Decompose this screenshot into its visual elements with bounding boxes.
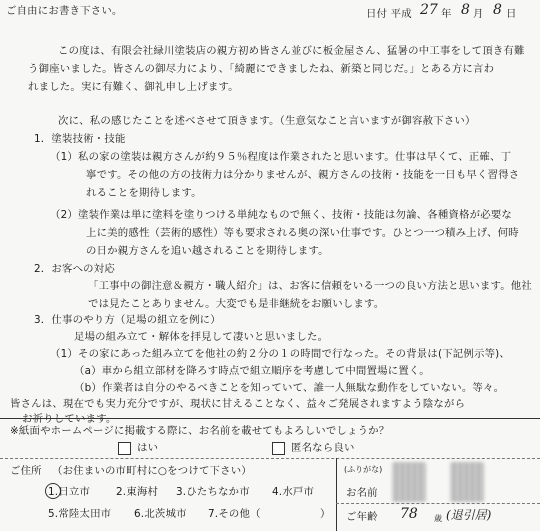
- age-value: 78: [400, 506, 418, 522]
- section1-item1-line1: （1）私の家の塗装は親方さんが約９５％程度は作業されたと思います。仕事は早くて、正確、丁: [50, 151, 512, 163]
- address-option-tokai[interactable]: 2.東海村: [116, 486, 159, 498]
- address-other-close: ）: [320, 508, 331, 520]
- section3-heading: 3．仕事のやり方（足場の組立を例に）: [34, 314, 221, 326]
- consent-yes-option[interactable]: [118, 441, 158, 455]
- section1-item2-line2: 上に美的感性（芸術的感性）等も要求される奥の深い仕事です。ひとつ一つ積み上げ、何時: [86, 227, 519, 239]
- date-month: 8: [461, 2, 470, 18]
- date-year-unit: 年: [441, 8, 452, 20]
- section2-body-line1: 「工事中の御注意＆親方・職人紹介」は、お客に信頼をいる一つの良い方法と思います。他社: [88, 280, 532, 292]
- date-label: 日付 平成: [366, 8, 412, 20]
- date-day-unit: 日: [506, 8, 517, 20]
- section1-item1-line2: 寧です。その他の方の技術力は分かりませんが、親方さんの技術・技能を一日も早く習得さ: [86, 169, 520, 181]
- section1-item2-line3: の日か親方さんを追い越されることを期待します。: [86, 245, 329, 257]
- address-option-other[interactable]: 7.その他（: [208, 508, 261, 520]
- intro-line-2: う御座いました。皆さんの御尽力により、「綺麗にできましたね、新築と同じだ。」とある方に言わ: [28, 63, 495, 75]
- date-year: 27: [420, 2, 438, 18]
- address-option-hitachiota[interactable]: 5.常陸太田市: [48, 508, 112, 520]
- date-day: 8: [493, 2, 502, 18]
- name-label: お名前: [346, 487, 378, 499]
- consent-anon-label: 匿名なら良い: [291, 442, 355, 454]
- consent-yes-label: はい: [137, 442, 159, 454]
- closing-line2: お祈りしています。: [22, 413, 117, 425]
- section1-item1-line3: れることを期待します。: [86, 187, 202, 199]
- divider-consent-top: [0, 418, 540, 419]
- consent-anon-checkbox[interactable]: [272, 442, 285, 455]
- age-unit: 歳: [434, 514, 442, 523]
- name-redacted-2: [450, 462, 484, 502]
- consent-anon-option[interactable]: [272, 441, 355, 455]
- address-hint: （お住まいの市町村に○をつけて下さい）: [52, 465, 252, 477]
- age-note: (退引居): [446, 508, 492, 522]
- divider-age-top: [336, 503, 540, 504]
- section1-heading: 1．塗装技術・技能: [34, 133, 126, 145]
- address-option-hitachinaka[interactable]: 3.ひたちなか市: [176, 486, 250, 498]
- free-comment-prompt: ご自由にお書き下さい。: [6, 5, 123, 17]
- intro-line-1: この度は、有限会社緑川塗装店の親方初め皆さん並びに板金屋さん、猛暑の中工事をして頂き有難: [58, 45, 525, 57]
- closing-line1: 皆さんは、現在でも実力充分ですが、現状に甘えることなく、益々ご発展されますよう陰ながら: [10, 398, 466, 410]
- consent-question: ※紙面やホームページに掲載する際に、お名前を載せてもよろしいでしょうか？: [10, 425, 390, 437]
- divider-name-block: [336, 458, 337, 531]
- name-furigana-label: (ふりがな): [344, 465, 383, 474]
- name-redacted-1: [392, 462, 426, 502]
- divider-consent-bottom: [0, 458, 540, 459]
- lead-text: 次に、私の感じたことを述べさせて頂きます。（生意気なこと言いますが御容赦下さい）: [58, 115, 476, 127]
- address-label: ご住所: [10, 465, 42, 477]
- section2-heading: 2．お客への対応: [34, 263, 115, 275]
- date-month-unit: 月: [473, 8, 484, 20]
- address-option-kitaibaraki[interactable]: 6.北茨城市: [134, 508, 187, 520]
- address-option-hitachi[interactable]: 1.日立市: [48, 486, 91, 498]
- section3-sub-a: （a）車から組立部材を降ろす時点で組立順序を考慮して中間置場に置く。: [74, 365, 430, 377]
- age-label: ご年齢: [346, 511, 378, 523]
- section3-item1: （1）その家にあった組み立てを他社の約２分の１の時間で行なった。その背景は(下記例示等)、: [50, 348, 511, 360]
- section1-item2-line1: （2）塗装作業は単に塗料を塗りつける単純なもので無く、技術・技能は勿論、各種資格が必要な: [50, 209, 512, 221]
- section2-body-line2: では見たことありません。大変でも是非継続をお願いします。: [88, 298, 385, 310]
- section3-body: 足場の組み立て・解体を拝見して凄いと思いました。: [74, 331, 329, 343]
- address-option-mito[interactable]: 4.水戸市: [272, 486, 315, 498]
- intro-line-3: れました。実に有難く、御礼申し上げます。: [28, 81, 239, 93]
- consent-yes-checkbox[interactable]: [118, 442, 131, 455]
- section3-sub-b: （b）作業者は自分のやるべきことを知っていて、誰一人無駄な動作をしていない。等々。: [74, 382, 505, 394]
